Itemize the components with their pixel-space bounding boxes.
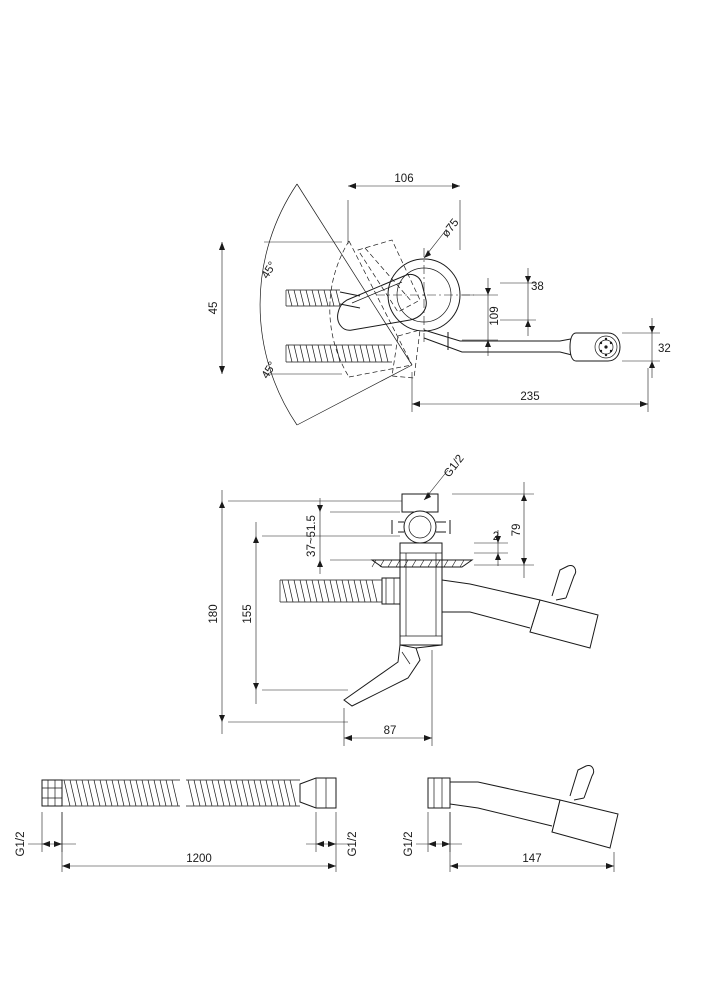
front-view-geometry [280,494,598,706]
top-view-geometry [260,184,620,425]
dim-top-235: 235 [520,391,540,403]
hose-view-dimensions [15,812,359,872]
dim-top-dia75: ø75 [439,216,462,240]
dim-spray-147: 147 [522,853,542,865]
dim-top-32: 32 [658,343,671,355]
dim-top-109: 45 [208,301,220,315]
dim-top-45: 109 [489,306,501,326]
spray-view-geometry [428,766,618,848]
dim-hose-g12-left: G1/2 [15,831,27,857]
dim-top-angle-upper: 45° [259,259,280,281]
dim-front-87: 87 [383,725,397,737]
dim-front-180: 180 [208,604,220,624]
dim-top-38: 38 [531,281,544,293]
dim-spray-g12: G1/2 [403,831,415,857]
dim-front-37-51.5: 37~51.5 [306,515,318,557]
dim-hose-1200: 1200 [186,853,212,865]
front-view-dimensions [208,453,534,746]
dim-front-2: 2 [492,531,500,543]
dim-front-79: 79 [511,523,523,537]
hose-view-geometry [42,778,336,808]
dim-top-106: 106 [394,173,414,185]
dim-front-155: 155 [242,604,254,624]
dim-top-angle-lower: 45° [259,359,280,381]
spray-view-dimensions [403,812,614,872]
dim-front-g12: G1/2 [441,452,467,480]
dim-hose-g12-right: G1/2 [347,831,359,857]
